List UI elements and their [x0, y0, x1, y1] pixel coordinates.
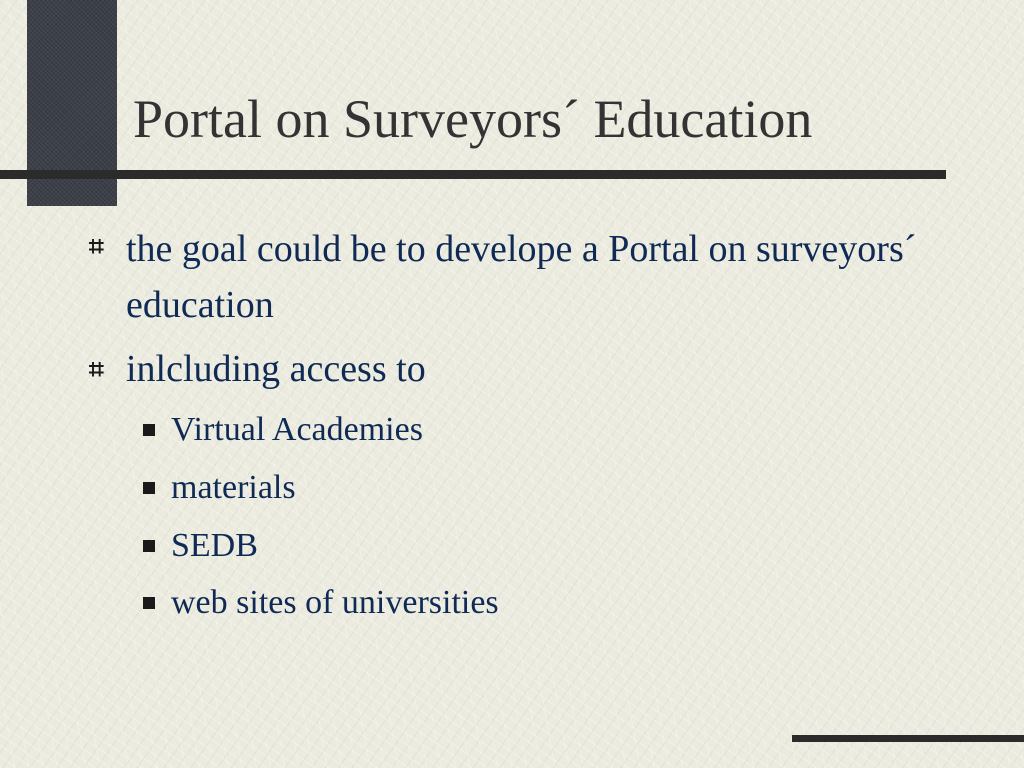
square-bullet-icon [143, 424, 155, 436]
square-bullet-icon [143, 540, 155, 552]
sub-bullet-materials: materials [171, 469, 296, 506]
sub-bullet-web-sites: web sites of universities [171, 584, 499, 621]
footer-accent-bar [792, 735, 1024, 742]
bullet-item-access: inlcluding access to [126, 348, 426, 390]
square-bullet-icon [143, 482, 155, 494]
square-bullet-icon [143, 597, 155, 609]
hash-bullet-icon: ⌗ [89, 232, 104, 262]
sub-bullet-virtual-academies: Virtual Academies [171, 411, 423, 448]
hash-bullet-icon: ⌗ [89, 355, 104, 385]
sub-bullet-sedb: SEDB [171, 527, 258, 564]
title-underline-bar [0, 170, 946, 179]
slide-title: Portal on Surveyors´ Education [133, 89, 813, 149]
bullet-item-goal: the goal could be to develope a Portal on surveyors´ education [126, 228, 917, 326]
